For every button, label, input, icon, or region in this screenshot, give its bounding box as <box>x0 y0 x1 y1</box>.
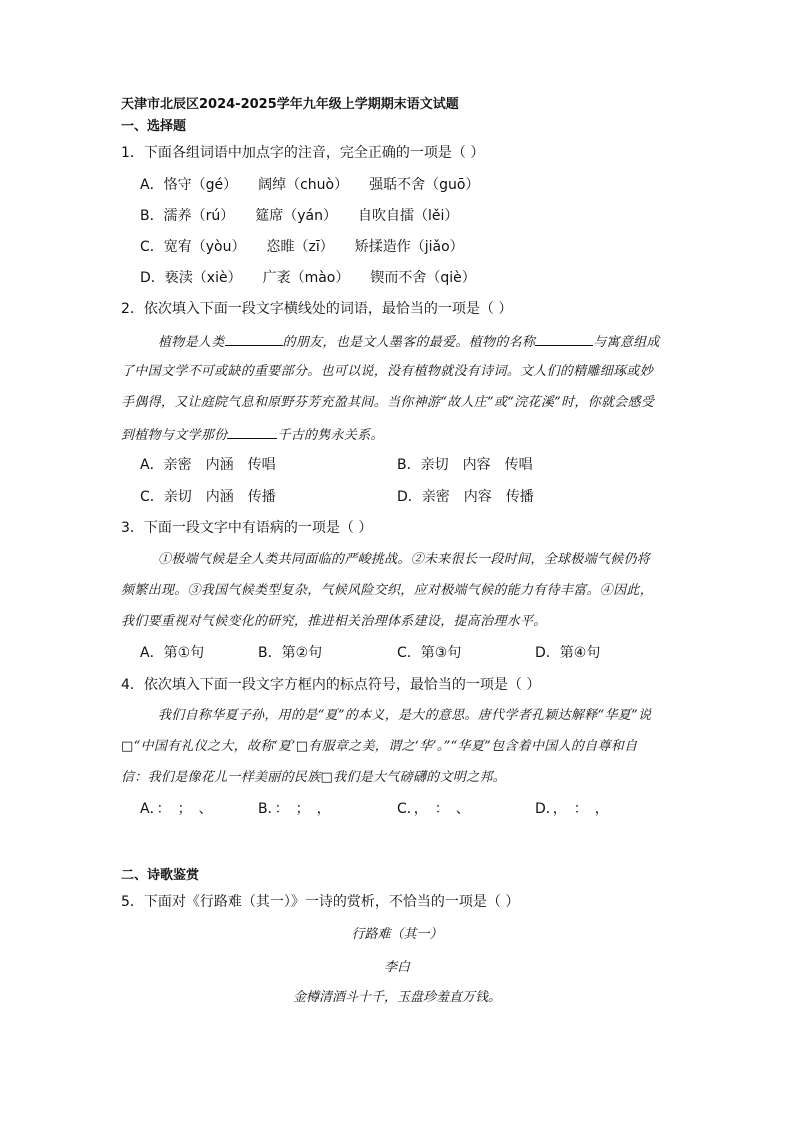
question-2-option-b: B．亲切 内容 传唱 <box>397 457 533 473</box>
question-2-option-c: C．亲切 内涵 传播 <box>140 489 276 505</box>
question-2-passage-line-2: 了中国文学不可或缺的重要部分。也可以说，没有植物就没有诗词。文人们的精雕细琢或妙 <box>121 364 654 379</box>
question-4-passage-line-2: □“中国有礼仪之大，故称‘夏’□有服章之美，谓之‘华’。”“华夏”包含着中国人的自尊和自 <box>121 739 638 754</box>
question-5-stem: 5．下面对《行路难（其一）》一诗的赏析，不恰当的一项是（ ） <box>121 894 520 910</box>
passage-text: 千古的隽永关系。 <box>277 428 384 443</box>
question-4-option-b: B．： ； ， <box>258 801 331 817</box>
question-3-passage-line-3: 我们要重视对气候变化的研究，推进相关治理体系建设，提高治理水平。 <box>121 614 547 629</box>
question-4-option-d: D．， ： ， <box>535 801 609 817</box>
question-2-option-d: D．亲密 内容 传播 <box>397 489 534 505</box>
section-heading-poetry: 二、诗歌鉴赏 <box>121 868 200 883</box>
question-1-option-b: B．濡养（rú） 筵席（yán） 自吹自擂（lěi） <box>140 208 459 224</box>
fill-blank-3 <box>227 424 277 439</box>
fill-blank-1 <box>225 331 283 346</box>
passage-text: 与寓意组成 <box>593 335 660 350</box>
poem-author: 李白 <box>383 960 410 975</box>
question-3-option-c: C．第③句 <box>397 645 462 661</box>
poem-line-1: 金樽清酒斗十千，玉盘珍羞直万钱。 <box>292 990 501 1005</box>
question-4-passage-line-3: 信：我们是像花儿一样美丽的民族□我们是大气磅礴的文明之邦。 <box>121 770 506 785</box>
fill-blank-2 <box>535 331 593 346</box>
question-3-option-d: D．第④句 <box>535 645 601 661</box>
question-3-option-a: A．第①句 <box>140 645 205 661</box>
question-3-passage-line-2: 频繁出现。③我国气候类型复杂，气候风险交织，应对极端气候的能力有待丰富。④因此， <box>121 583 654 598</box>
question-4-option-a: A．： ； 、 <box>140 801 213 817</box>
passage-text: 到植物与文学那份 <box>121 428 228 443</box>
question-1-option-d: D．亵渎（xiè） 广袤（mào） 锲而不舍（qiè） <box>140 270 476 286</box>
question-4-option-c: C．， ： 、 <box>397 801 470 817</box>
question-1-option-a: A．恪守（gé） 阔绰（chuò） 强聒不舍（guō） <box>140 177 480 193</box>
exam-title: 天津市北辰区2024-2025学年九年级上学期期末语文试题 <box>121 97 459 112</box>
question-2-passage-line-4 <box>121 424 384 446</box>
passage-text: 植物是人类 <box>158 335 225 350</box>
question-2-option-a: A．亲密 内涵 传唱 <box>140 457 276 473</box>
question-2-stem: 2．依次填入下面一段文字横线处的词语，最恰当的一项是（ ） <box>121 301 513 317</box>
question-4-stem: 4．依次填入下面一段文字方框内的标点符号，最恰当的一项是（ ） <box>121 677 541 693</box>
section-heading-choice: 一、选择题 <box>121 119 187 134</box>
poem-title: 行路难（其一） <box>351 927 443 942</box>
question-3-option-b: B．第②句 <box>258 645 323 661</box>
question-3-stem: 3．下面一段文字中有语病的一项是（ ） <box>121 520 373 536</box>
question-2-passage-line-1 <box>158 331 660 353</box>
passage-text: 的朋友，也是文人墨客的最爱。植物的名称 <box>282 335 536 350</box>
question-1-stem: 1．下面各组词语中加点字的注音，完全正确的一项是（ ） <box>121 145 485 161</box>
question-1-option-c: C．宽宥（yòu） 恣睢（zī） 矫揉造作（jiǎo） <box>140 239 464 255</box>
question-3-passage-line-1: ①极端气候是全人类共同面临的严峻挑战。②未来很长一段时间，全球极端气候仍将 <box>158 552 651 567</box>
question-4-passage-line-1: 我们自称华夏子孙，用的是“夏”的本义，是大的意思。唐代学者孔颖达解释“华夏”说 <box>158 708 652 723</box>
question-2-passage-line-3: 手偶得，又让庭院气息和原野芬芳充盈其间。当你神游“故人庄”或“浣花溪”时，你就会感受 <box>121 395 655 410</box>
